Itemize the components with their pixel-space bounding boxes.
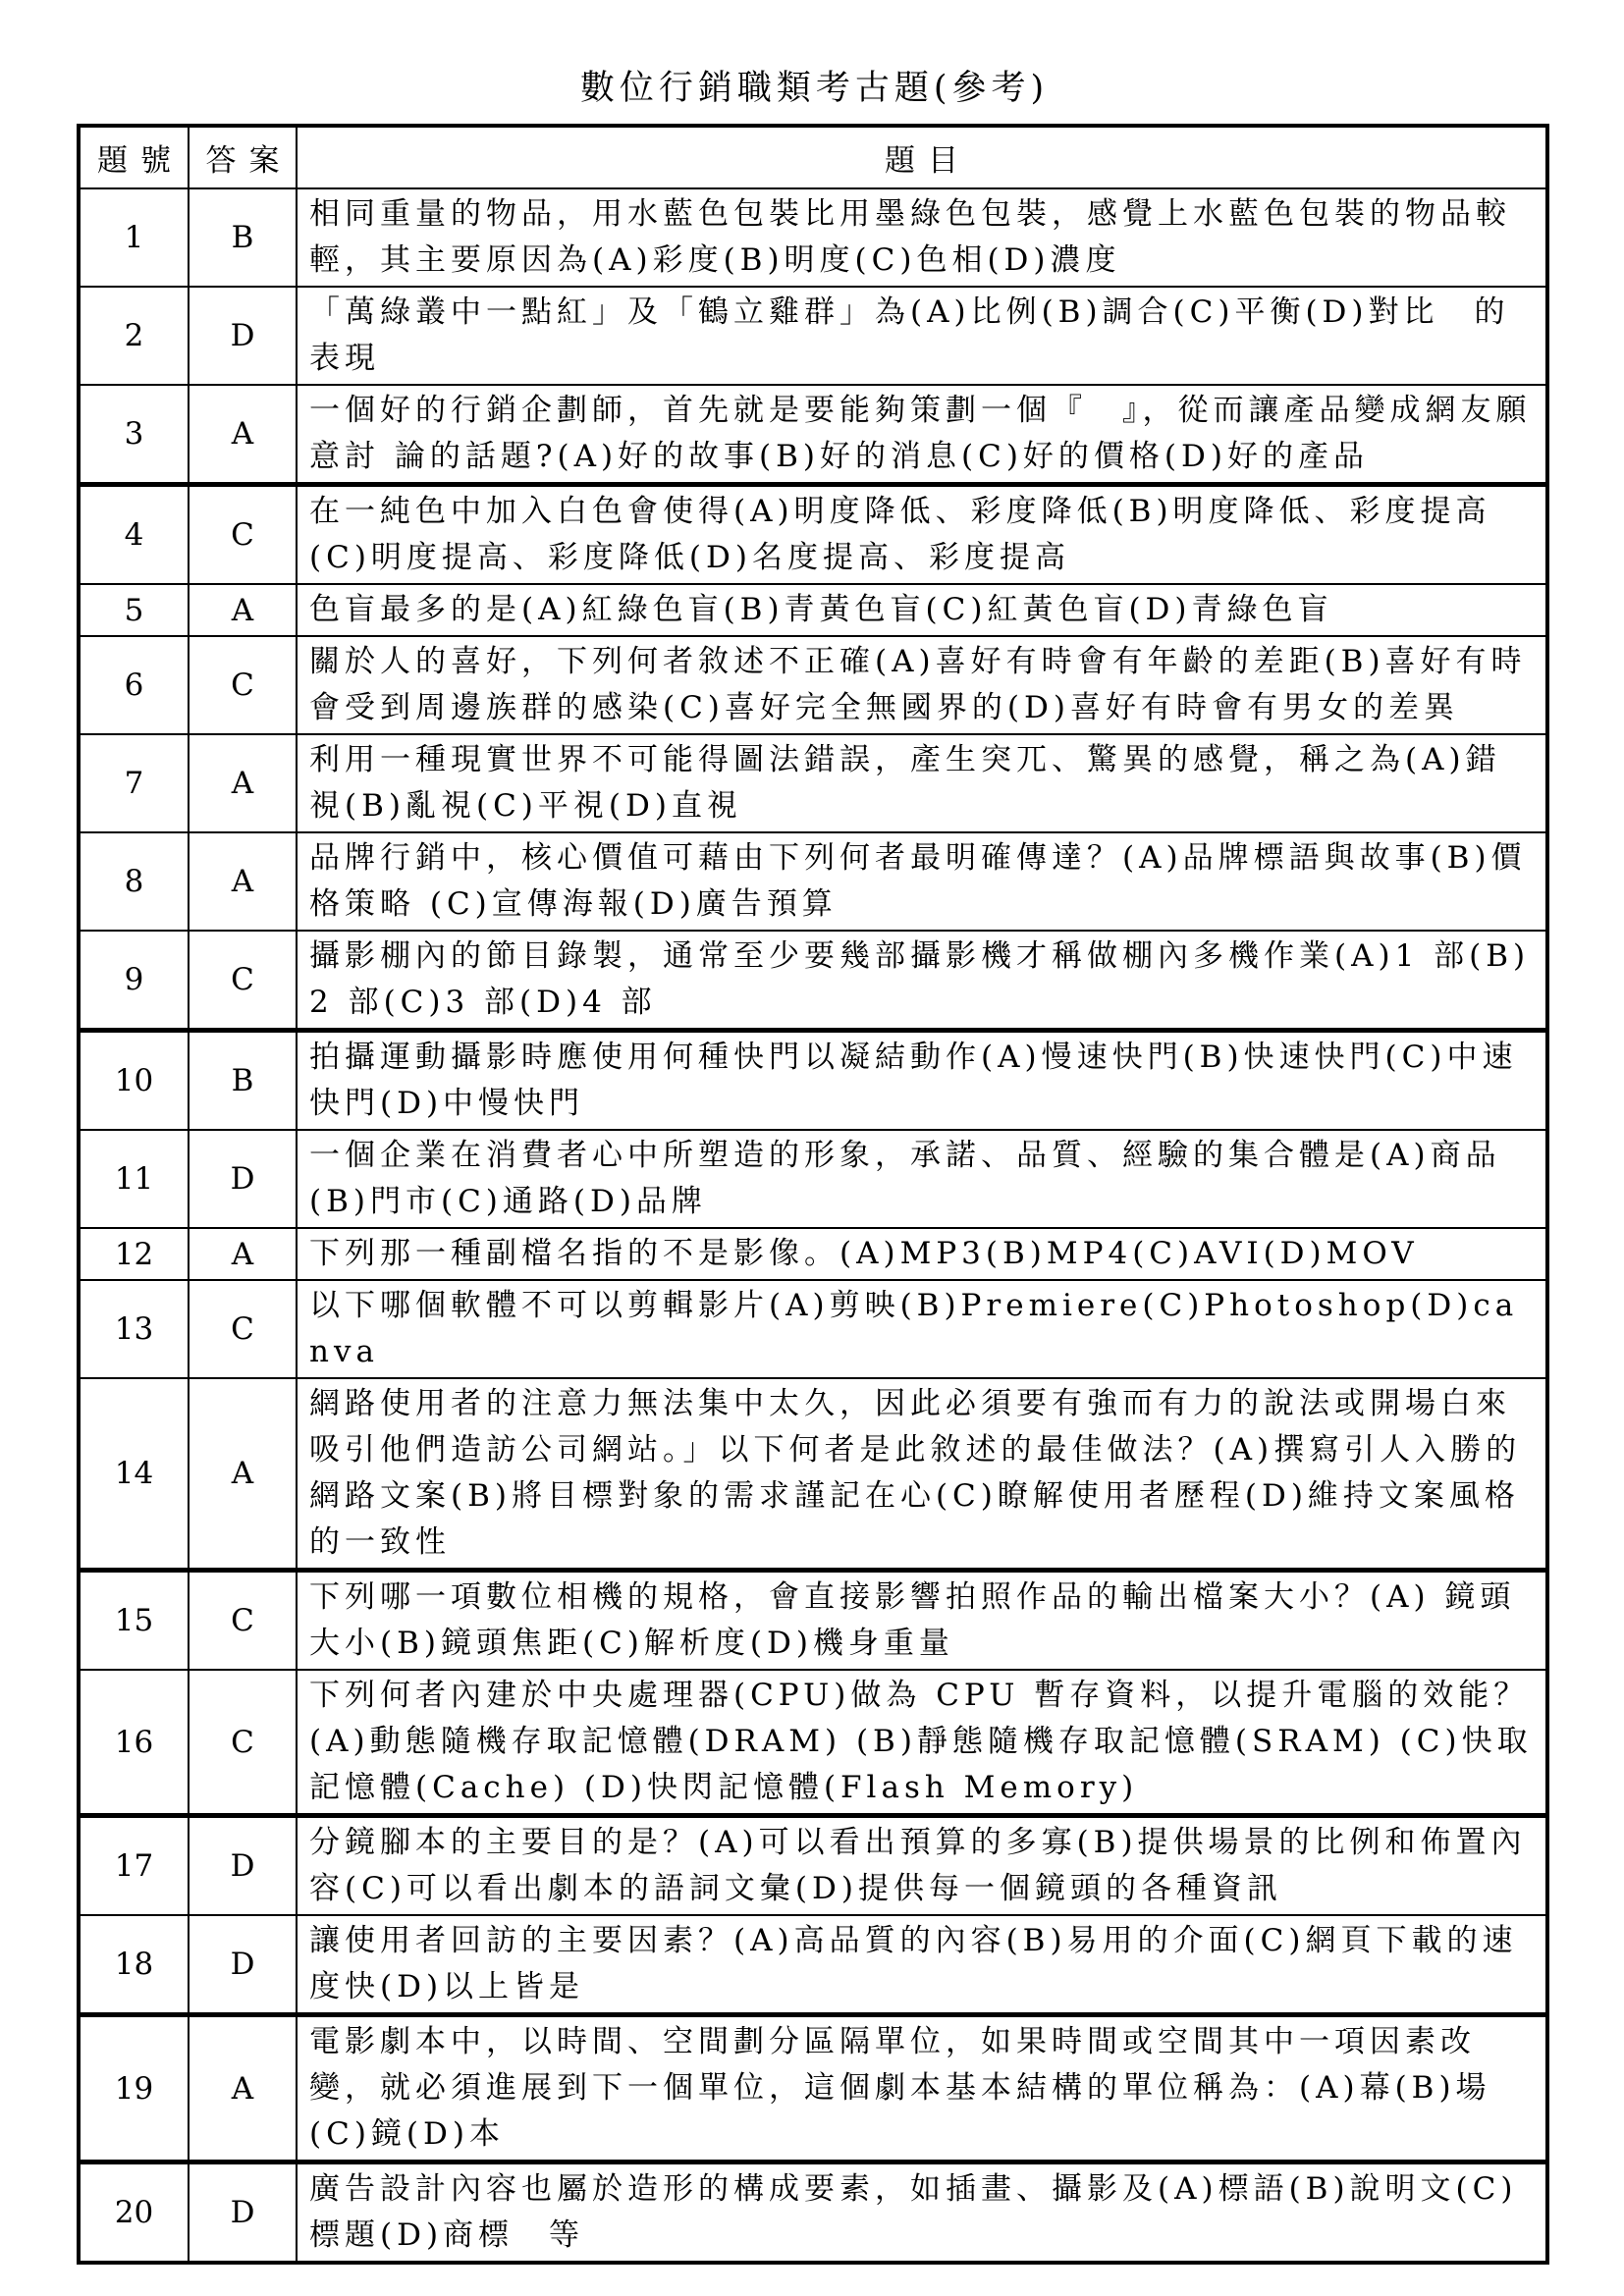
question-number-cell: 10: [79, 1031, 189, 1131]
table-row: [79, 734, 1547, 832]
answer-cell: D: [189, 2163, 297, 2264]
table-row: [79, 832, 1547, 931]
question-cell: 下列那一種副檔名指的不是影像。(A)MP3(B)MP4(C)AVI(D)MOV: [297, 1228, 1547, 1280]
question-number-cell: 16: [79, 1670, 189, 1816]
question-number-cell: 8: [79, 832, 189, 931]
exam-question-table: [77, 124, 1549, 2265]
question-number-cell: 1: [79, 188, 189, 287]
answer-cell: A: [189, 1228, 297, 1280]
question-number-cell: 20: [79, 2163, 189, 2264]
question-cell: 讓使用者回訪的主要因素？(A)高品質的內容(B)易用的介面(C)網頁下載的速度快(D)以上皆是: [297, 1915, 1547, 2015]
table-row: [79, 584, 1547, 636]
question-number-cell: 18: [79, 1915, 189, 2015]
question-cell: 網路使用者的注意力無法集中太久，因此必須要有強而有力的說法或開場白來吸引他們造訪公司網站。」以下何者是此敘述的最佳做法？(A)撰寫引人入勝的網路文案(B)將目標對象的需求謹記在心(C)瞭解使用者歷程(D)維持文案風格的一致性: [297, 1378, 1547, 1571]
page-title: 數位行銷職類考古題(參考): [579, 69, 1050, 108]
answer-cell: A: [189, 584, 297, 636]
answer-cell: D: [189, 1130, 297, 1228]
question-number-cell: 14: [79, 1378, 189, 1571]
table-row: [79, 1130, 1547, 1228]
table-row: [79, 1280, 1547, 1378]
answer-cell: A: [189, 2015, 297, 2163]
question-number-cell: 5: [79, 584, 189, 636]
answer-cell: C: [189, 636, 297, 734]
question-number-cell: 19: [79, 2015, 189, 2163]
header-answer: 答案: [189, 126, 297, 188]
table-header-row: [79, 126, 1547, 188]
question-cell: 電影劇本中，以時間、空間劃分區隔單位，如果時間或空間其中一項因素改變，就必須進展到下一個單位，這個劇本基本結構的單位稱為：(A)幕(B)場(C)鏡(D)本: [297, 2015, 1547, 2163]
answer-cell: B: [189, 188, 297, 287]
answer-cell: C: [189, 931, 297, 1031]
question-cell: 下列何者內建於中央處理器(CPU)做為 CPU 暫存資料，以提升電腦的效能？(A)動態隨機存取記憶體(DRAM) (B)靜態隨機存取記憶體(SRAM) (C)快取記憶體(Cache) (D)快閃記憶體(Flash Memory): [297, 1670, 1547, 1816]
answer-cell: D: [189, 287, 297, 385]
table-row: [79, 287, 1547, 385]
question-number-cell: 15: [79, 1571, 189, 1671]
question-cell: 「萬綠叢中一點紅」及「鶴立雞群」為(A)比例(B)調合(C)平衡(D)對比 的表現: [297, 287, 1547, 385]
answer-cell: A: [189, 385, 297, 485]
question-number-cell: 6: [79, 636, 189, 734]
answer-cell: A: [189, 1378, 297, 1571]
question-number-cell: 12: [79, 1228, 189, 1280]
answer-cell: D: [189, 1816, 297, 1916]
table-row: [79, 188, 1547, 287]
question-cell: 一個好的行銷企劃師，首先就是要能夠策劃一個『 』，從而讓產品變成網友願意討 論的話題?(A)好的故事(B)好的消息(C)好的價格(D)好的產品: [297, 385, 1547, 485]
question-cell: 在一純色中加入白色會使得(A)明度降低、彩度降低(B)明度降低、彩度提高(C)明度提高、彩度降低(D)名度提高、彩度提高: [297, 485, 1547, 585]
question-number-cell: 7: [79, 734, 189, 832]
table-row: [79, 485, 1547, 585]
answer-cell: C: [189, 1280, 297, 1378]
question-number-cell: 9: [79, 931, 189, 1031]
table-row: [79, 1816, 1547, 1916]
question-number-cell: 17: [79, 1816, 189, 1916]
header-question: 題目: [297, 126, 1547, 188]
answer-cell: A: [189, 832, 297, 931]
question-cell: 以下哪個軟體不可以剪輯影片(A)剪映(B)Premiere(C)Photoshop(D)canva: [297, 1280, 1547, 1378]
table-row: [79, 1228, 1547, 1280]
table-row: [79, 2015, 1547, 2163]
question-cell: 利用一種現實世界不可能得圖法錯誤，產生突兀、驚異的感覺，稱之為(A)錯視(B)亂視(C)平視(D)直視: [297, 734, 1547, 832]
question-cell: 下列哪一項數位相機的規格，會直接影響拍照作品的輸出檔案大小？(A) 鏡頭大小(B)鏡頭焦距(C)解析度(D)機身重量: [297, 1571, 1547, 1671]
answer-cell: C: [189, 1571, 297, 1671]
table-row: [79, 2163, 1547, 2264]
question-number-cell: 3: [79, 385, 189, 485]
header-question-number: 題號: [79, 126, 189, 188]
question-cell: 色盲最多的是(A)紅綠色盲(B)青黃色盲(C)紅黃色盲(D)青綠色盲: [297, 584, 1547, 636]
answer-cell: D: [189, 1915, 297, 2015]
answer-cell: B: [189, 1031, 297, 1131]
question-cell: 攝影棚內的節目錄製，通常至少要幾部攝影機才稱做棚內多機作業(A)1 部(B)2 部(C)3 部(D)4 部: [297, 931, 1547, 1031]
question-cell: 關於人的喜好，下列何者敘述不正確(A)喜好有時會有年齡的差距(B)喜好有時會受到周邊族群的感染(C)喜好完全無國界的(D)喜好有時會有男女的差異: [297, 636, 1547, 734]
table-row: [79, 1915, 1547, 2015]
question-cell: 分鏡腳本的主要目的是？(A)可以看出預算的多寡(B)提供場景的比例和佈置內容(C)可以看出劇本的語詞文彙(D)提供每一個鏡頭的各種資訊: [297, 1816, 1547, 1916]
question-number-cell: 13: [79, 1280, 189, 1378]
question-cell: 一個企業在消費者心中所塑造的形象，承諾、品質、經驗的集合體是(A)商品(B)門市(C)通路(D)品牌: [297, 1130, 1547, 1228]
table-row: [79, 636, 1547, 734]
table-row: [79, 385, 1547, 485]
table-row: [79, 1031, 1547, 1131]
table-row: [79, 1670, 1547, 1816]
question-cell: 相同重量的物品，用水藍色包裝比用墨綠色包裝，感覺上水藍色包裝的物品較輕，其主要原因為(A)彩度(B)明度(C)色相(D)濃度: [297, 188, 1547, 287]
question-number-cell: 2: [79, 287, 189, 385]
answer-cell: C: [189, 485, 297, 585]
question-cell: 廣告設計內容也屬於造形的構成要素，如插畫、攝影及(A)標語(B)說明文(C)標題(D)商標 等: [297, 2163, 1547, 2264]
question-number-cell: 4: [79, 485, 189, 585]
table-row: [79, 931, 1547, 1031]
question-cell: 品牌行銷中，核心價值可藉由下列何者最明確傳達？(A)品牌標語與故事(B)價格策略 (C)宣傳海報(D)廣告預算: [297, 832, 1547, 931]
table-row: [79, 1378, 1547, 1571]
answer-cell: A: [189, 734, 297, 832]
question-number-cell: 11: [79, 1130, 189, 1228]
answer-cell: C: [189, 1670, 297, 1816]
table-row: [79, 1571, 1547, 1671]
question-cell: 拍攝運動攝影時應使用何種快門以凝結動作(A)慢速快門(B)快速快門(C)中速快門(D)中慢快門: [297, 1031, 1547, 1131]
